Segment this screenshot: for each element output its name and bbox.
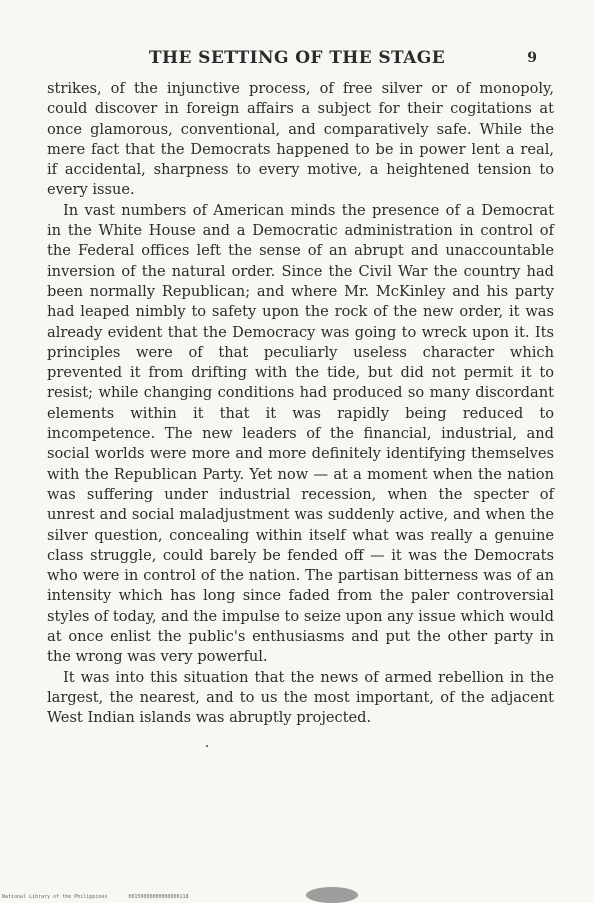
paragraph-1: strikes, of the injunctive process, of free silver or of monopoly, could discover in foreign affairs a subject for their cogitations at once glamorous, conventional, and comparatively safe. While the mere fact that the Democrats happened to be in power lent a real, if accidental, sharpness to every motive, a heightened tension to every issue. [47, 80, 554, 199]
footer-library: National Library of the Philippines [2, 894, 108, 900]
paragraph-2: In vast numbers of American minds the presence of a Democrat in the White House and a Democratic administration in control of the Federal offices left the sense of an abrupt and unaccountable inversion of the natural order. Since the Civil War the country had been normally Republican; and where Mr. McKinley and his party had leaped nimbly to safety upon the rock of the new order, it was already evident that the Democracy was going to wreck upon it. Its principles were of that peculiarly useless character which prevented it from drifting with the tide, but did not permit it to resist; while changing conditions had produced so many discordant elements within it that it was rapidly being reduced to incompetence. The new leaders of the financial, industrial, and social worlds were more and more definitely identifying themselves with the Republican Party. Yet now — at a moment when the nation was suffering under industrial recession, when the specter of unrest and social maladjustment was suddenly active, and when the silver question, concealing within itself what was really a genuine class struggle, could barely be fended off — it was the Democrats who were in control of the nation. The partisan bitterness was of an intensity which has long since faded from the paler controversial styles of today, and the impulse to seize upon any issue which would at once enlist the public's enthusiasms and put the other party in the wrong was very powerful. [47, 201, 554, 666]
footer-code: 00150000000000000118 [128, 894, 189, 900]
page-number: 9 [527, 50, 537, 66]
ink-dot [206, 745, 208, 747]
scan-shadow [306, 887, 358, 903]
page-header [0, 46, 594, 70]
body-text [47, 79, 554, 729]
paragraph-3: It was into this situation that the news of armed rebellion in the largest, the nearest, and to us the most important, of the adjacent West Indian islands was abruptly projected. [47, 668, 554, 727]
scan-footer [2, 894, 207, 900]
running-title: THE SETTING OF THE STAGE [148, 48, 446, 68]
